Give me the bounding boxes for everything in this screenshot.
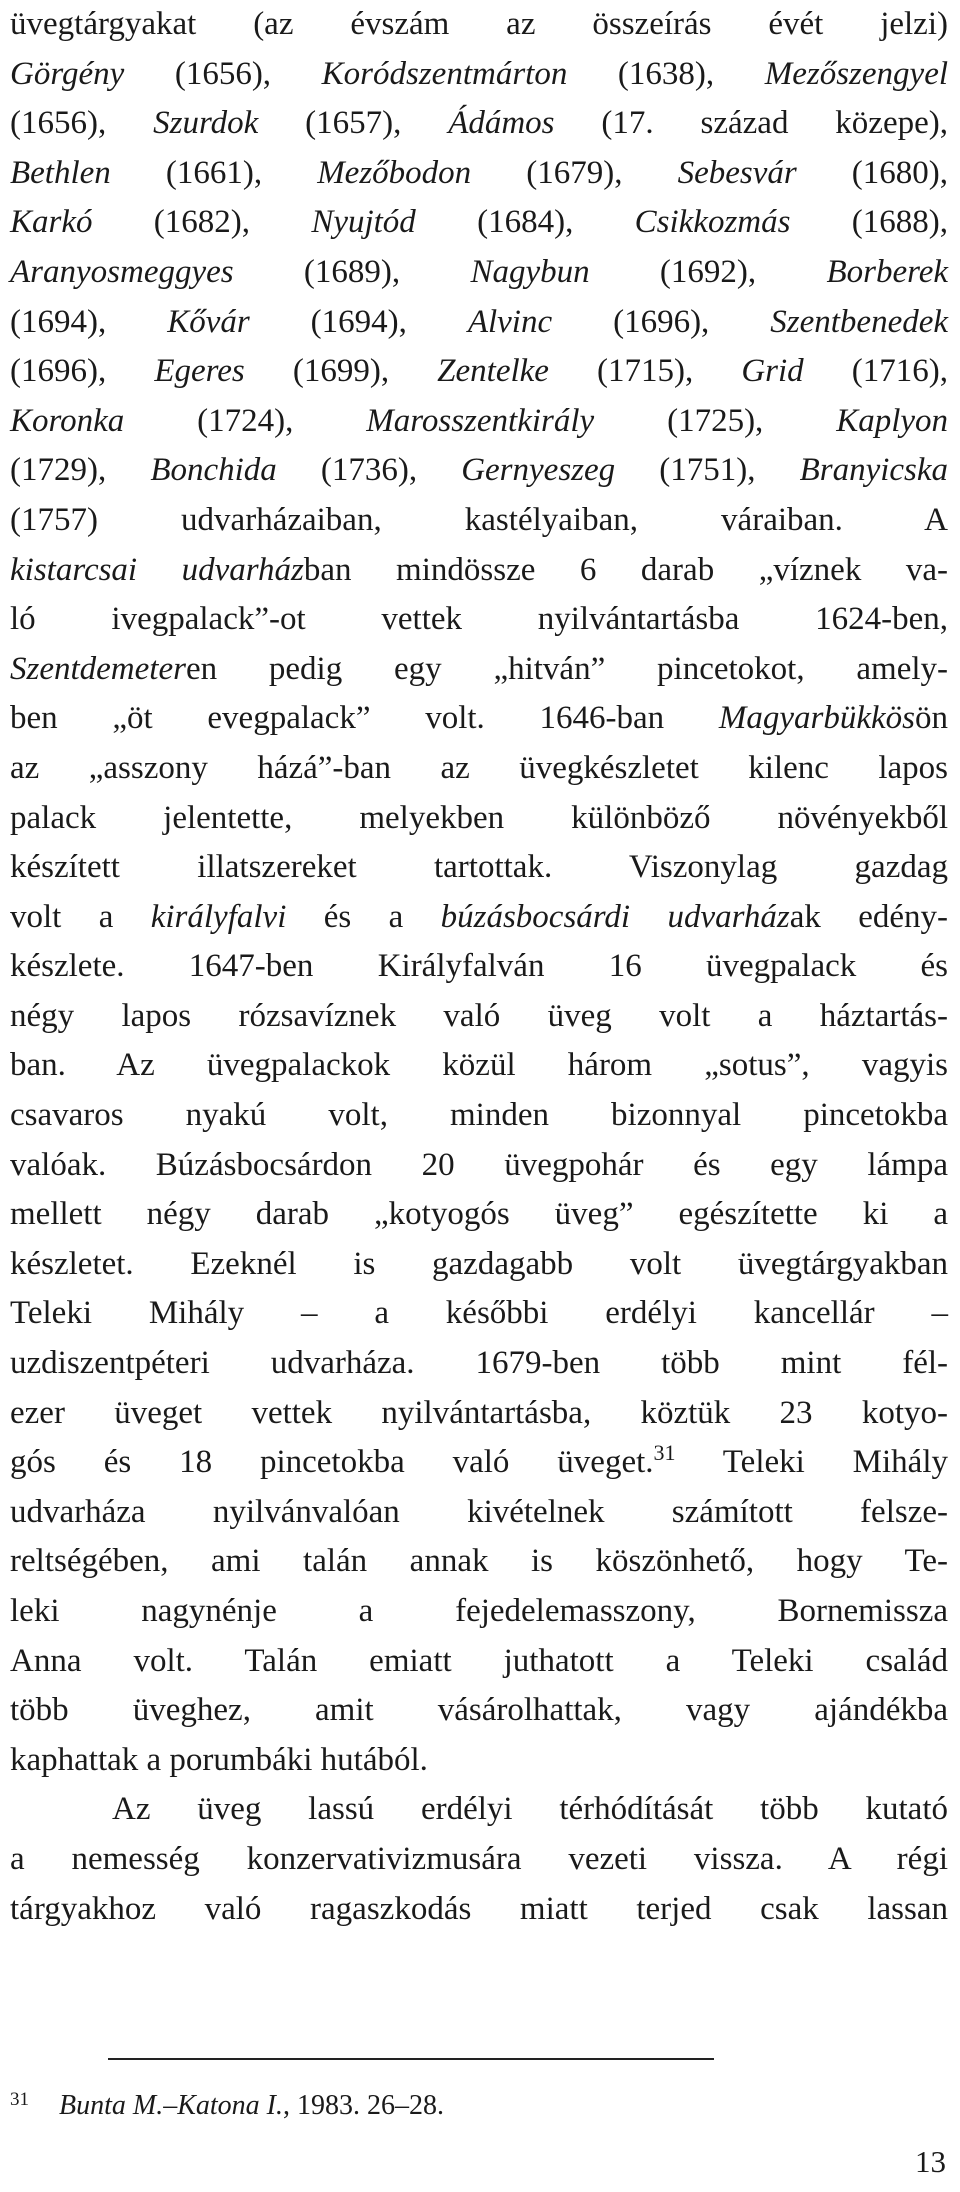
footnote-reference: 31 bbox=[653, 1440, 676, 1466]
text-segment: ön bbox=[915, 700, 948, 737]
text-line bbox=[10, 198, 948, 248]
text-line bbox=[10, 794, 948, 844]
text-segment: Teleki Mihály bbox=[675, 1444, 949, 1481]
text-segment: (1699), bbox=[244, 353, 438, 390]
text-line bbox=[10, 1289, 948, 1339]
italic-place-name: Szentbenedek bbox=[770, 303, 949, 340]
text-line bbox=[10, 1835, 948, 1885]
footnote-number: 31 bbox=[10, 2089, 29, 2110]
text-segment: valóak. Búzásbocsárdon 20 üvegpohár és egy lámpa bbox=[10, 1146, 948, 1183]
italic-place-name: Koródszentmárton bbox=[321, 55, 568, 92]
italic-place-name: Koronka bbox=[10, 402, 125, 439]
italic-place-name: Aranyosmeggyes bbox=[10, 253, 234, 290]
italic-place-name: Bethlen bbox=[10, 154, 111, 191]
footnote-separator bbox=[108, 2058, 714, 2060]
text-line bbox=[10, 1686, 948, 1736]
italic-place-name: Csikkozmás bbox=[634, 204, 791, 241]
text-line bbox=[10, 694, 948, 744]
italic-place-name: Marosszentkirály bbox=[366, 402, 595, 439]
text-line bbox=[10, 50, 948, 100]
text-segment: (1692), bbox=[589, 253, 827, 290]
italic-place-name: Nyujtód bbox=[311, 204, 416, 241]
text-segment: ezer üveget vettek nyilvántartásba, köztük 23 kotyo- bbox=[10, 1394, 948, 1431]
text-segment: ló ivegpalack”-ot vettek nyilvántartásba 1624-ben, bbox=[10, 601, 948, 638]
text-segment: csavaros nyakú volt, minden bizonnyal pincetokba bbox=[10, 1097, 948, 1134]
text-segment: (1724), bbox=[124, 402, 367, 439]
page-number: 13 bbox=[915, 2144, 946, 2179]
italic-place-name: Görgény bbox=[10, 55, 125, 92]
text-line bbox=[10, 843, 948, 893]
text-segment: en pedig egy „hitván” pincetokot, amely- bbox=[185, 650, 948, 687]
italic-place-name: Sebesvár bbox=[677, 154, 797, 191]
body-text bbox=[10, 0, 948, 1934]
text-segment: és a bbox=[286, 898, 441, 935]
text-segment: udvarháza nyilvánvalóan kivételnek számított felsze- bbox=[10, 1493, 948, 1530]
text-segment: ban. Az üvegpalackok közül három „sotus”, vagyis bbox=[10, 1047, 948, 1084]
text-segment: kaphattak a porumbáki hutából. bbox=[10, 1741, 428, 1778]
italic-place-name: Branyicska bbox=[799, 452, 949, 489]
text-segment: (1679), bbox=[471, 154, 678, 191]
text-line bbox=[10, 397, 948, 447]
text-segment: (17. század közepe), bbox=[554, 105, 948, 142]
italic-place-name: búzásbocsárdi udvarház bbox=[440, 898, 790, 935]
text-segment: készletet. Ezeknél is gazdagabb volt üvegtárgyakban bbox=[10, 1245, 948, 1282]
text-line bbox=[10, 347, 948, 397]
italic-place-name: Mezőbodon bbox=[317, 154, 472, 191]
italic-place-name: Grid bbox=[741, 353, 804, 390]
italic-place-name: Szentdemeter bbox=[10, 650, 186, 687]
text-line bbox=[10, 1885, 948, 1935]
italic-place-name: Mezőszengyel bbox=[764, 55, 949, 92]
text-segment: (1638), bbox=[567, 55, 765, 92]
text-line bbox=[10, 1339, 948, 1389]
text-segment: (1729), bbox=[10, 452, 151, 489]
text-line bbox=[10, 298, 948, 348]
text-segment: (1656), bbox=[124, 55, 322, 92]
text-line bbox=[10, 1537, 948, 1587]
text-line bbox=[10, 1240, 948, 1290]
text-segment: (1689), bbox=[233, 253, 471, 290]
footnote-authors: Bunta M.–Katona I. bbox=[59, 2090, 283, 2121]
text-line bbox=[10, 1190, 948, 1240]
text-segment: készlete. 1647-ben Királyfalván 16 üvegpalack és bbox=[10, 948, 948, 985]
text-line bbox=[10, 446, 948, 496]
italic-place-name: Nagybun bbox=[470, 253, 590, 290]
text-segment: (1696), bbox=[552, 303, 771, 340]
italic-place-name: királyfalvi bbox=[150, 898, 287, 935]
italic-place-name: Egeres bbox=[154, 353, 245, 390]
text-segment: (1680), bbox=[796, 154, 949, 191]
italic-place-name: Alvinc bbox=[467, 303, 553, 340]
text-line bbox=[10, 1438, 948, 1488]
text-segment: (1694), bbox=[10, 303, 168, 340]
text-segment: az „asszony házá”-ban az üvegkészletet kilenc lapos bbox=[10, 749, 948, 786]
text-line bbox=[10, 645, 948, 695]
text-line bbox=[10, 1785, 948, 1835]
text-line bbox=[10, 0, 948, 50]
italic-place-name: Ádámos bbox=[448, 105, 555, 142]
italic-place-name: Bonchida bbox=[150, 452, 277, 489]
text-line bbox=[10, 496, 948, 546]
text-segment: (1694), bbox=[249, 303, 468, 340]
text-segment: (1657), bbox=[258, 105, 449, 142]
text-segment: (1751), bbox=[615, 452, 800, 489]
text-segment: (1684), bbox=[415, 204, 635, 241]
text-segment: ben „öt evegpalack” volt. 1646-ban bbox=[10, 700, 719, 737]
text-segment: (1725), bbox=[594, 402, 837, 439]
text-segment: (1661), bbox=[110, 154, 318, 191]
text-segment: volt a bbox=[10, 898, 151, 935]
text-line bbox=[10, 1041, 948, 1091]
text-segment: reltségében, ami talán annak is köszönhető, hogy Te- bbox=[10, 1543, 948, 1580]
text-segment: készített illatszereket tartottak. Viszonylag gazdag bbox=[10, 849, 948, 886]
text-segment: ban mindössze 6 darab „víznek va- bbox=[303, 551, 948, 588]
text-segment: a nemesség konzervativizmusára vezeti vissza. A régi bbox=[10, 1840, 948, 1877]
italic-place-name: Zentelke bbox=[437, 353, 549, 390]
text-segment: Teleki Mihály – a későbbi erdélyi kancellár – bbox=[10, 1295, 948, 1332]
text-segment: Anna volt. Talán emiatt juthatott a Teleki család bbox=[10, 1642, 948, 1679]
text-line bbox=[10, 149, 948, 199]
text-line bbox=[10, 99, 948, 149]
text-segment: ak edény- bbox=[789, 898, 949, 935]
italic-place-name: Kaplyon bbox=[836, 402, 949, 439]
text-segment: gós és 18 pincetokba való üveget. bbox=[10, 1444, 654, 1481]
text-segment: leki nagynénje a fejedelemasszony, Bornemissza bbox=[10, 1593, 948, 1629]
text-line bbox=[10, 942, 948, 992]
text-segment: (1696), bbox=[10, 353, 155, 390]
text-line bbox=[10, 1587, 948, 1637]
italic-place-name: Szurdok bbox=[153, 105, 259, 142]
text-line bbox=[10, 1637, 948, 1687]
text-segment: tárgyakhoz való ragaszkodás miatt terjed csak lassan bbox=[10, 1890, 948, 1927]
text-line bbox=[10, 1141, 948, 1191]
text-line bbox=[10, 546, 948, 596]
text-segment: (1688), bbox=[790, 204, 948, 241]
text-segment: Az üveg lassú erdélyi térhódítását több kutató bbox=[112, 1791, 948, 1828]
text-line bbox=[10, 1488, 948, 1538]
text-line bbox=[10, 992, 948, 1042]
italic-place-name: Kővár bbox=[167, 303, 250, 340]
text-line bbox=[10, 1389, 948, 1439]
italic-place-name: Magyarbükkös bbox=[718, 700, 915, 737]
text-segment: uzdiszentpéteri udvarháza. 1679-ben több mint fél- bbox=[10, 1345, 948, 1382]
text-segment: több üveghez, amit vásárolhattak, vagy ajándékba bbox=[10, 1692, 948, 1729]
text-line bbox=[10, 893, 948, 943]
footnote bbox=[10, 2080, 444, 2126]
text-line bbox=[10, 1736, 948, 1786]
text-line bbox=[10, 248, 948, 298]
footnote-citation: , 1983. 26–28. bbox=[283, 2090, 444, 2121]
italic-place-name: Borberek bbox=[826, 253, 948, 290]
text-segment: (1682), bbox=[92, 204, 312, 241]
text-segment: (1716), bbox=[803, 353, 949, 390]
text-line bbox=[10, 1091, 948, 1141]
italic-place-name: Gernyeszeg bbox=[461, 452, 616, 489]
text-segment: (1757) udvarházaiban, kastélyaiban, váraiban. A bbox=[10, 501, 948, 538]
text-segment: (1736), bbox=[276, 452, 462, 489]
italic-place-name: Karkó bbox=[10, 204, 93, 241]
text-segment: (1715), bbox=[548, 353, 742, 390]
text-line bbox=[10, 744, 948, 794]
italic-place-name: kistarcsai udvarház bbox=[10, 551, 304, 588]
text-segment: palack jelentette, melyekben különböző növényekből bbox=[10, 799, 948, 836]
text-segment: négy lapos rózsavíznek való üveg volt a háztartás- bbox=[10, 997, 948, 1034]
text-segment: üvegtárgyakat (az évszám az összeírás évét jelzi) bbox=[10, 6, 948, 42]
text-segment: mellett négy darab „kotyogós üveg” egészítette ki a bbox=[10, 1196, 948, 1233]
text-segment: (1656), bbox=[10, 105, 154, 142]
text-line bbox=[10, 595, 948, 645]
